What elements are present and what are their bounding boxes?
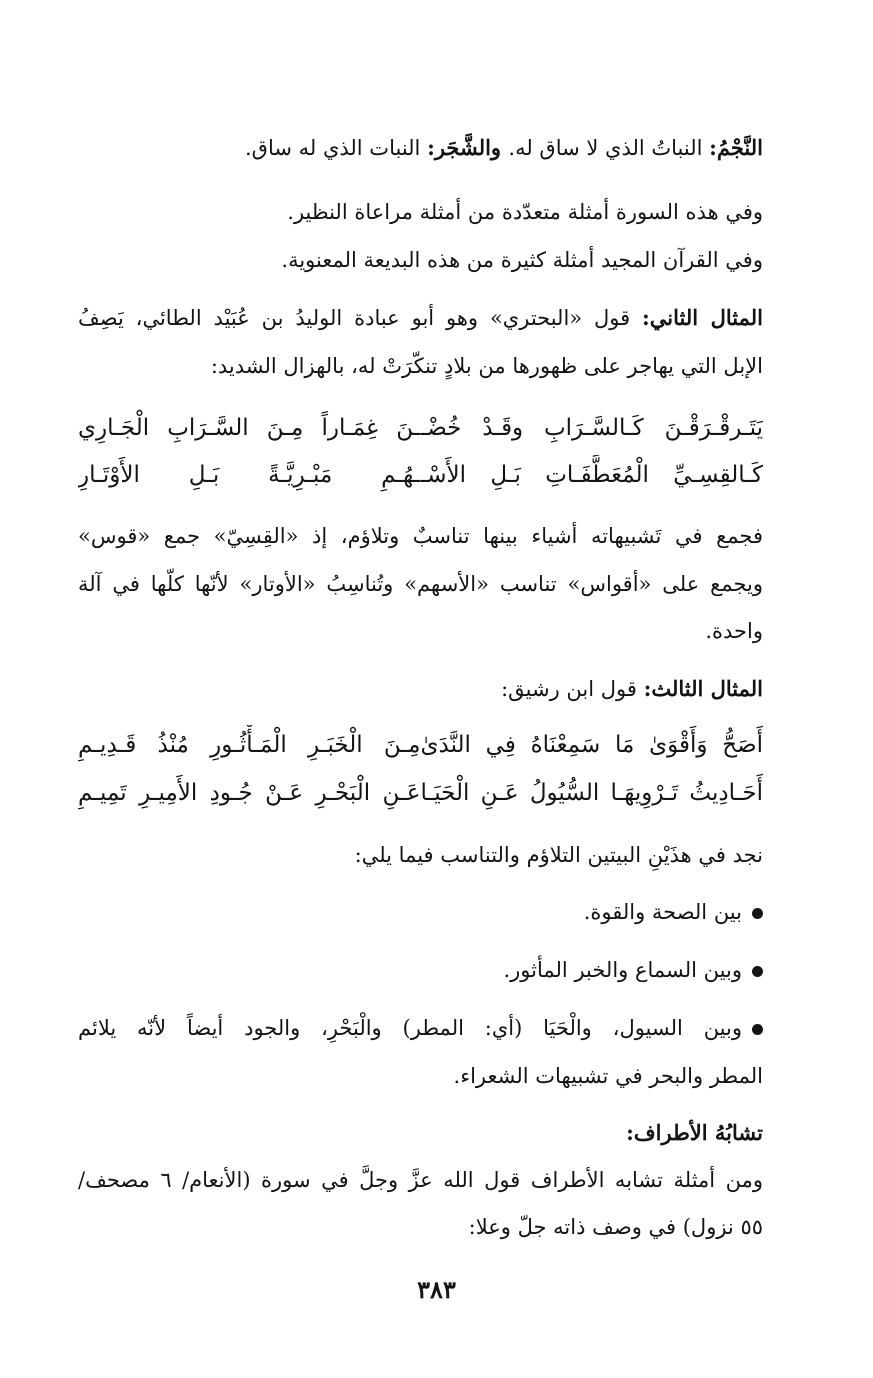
analysis-intro: نجد في هذَيْنِ البيتين التلاؤم والتناسب فيما يلي: — [354, 843, 763, 867]
example-two-heading: المثال الثاني: — [642, 305, 764, 330]
paragraph-examples-surah: وفي هذه السورة أمثلة متعدّدة من أمثلة مراعاة النظير. — [287, 200, 763, 224]
list-item-text: وبين السماع والخبر المأثور. — [503, 958, 742, 982]
paragraph-examples-quran: وفي القرآن المجيد أمثلة كثيرة من هذه البديعة المعنوية. — [281, 248, 763, 272]
list-item — [78, 897, 763, 927]
closing-paragraph-line-2: ٥٥ نزول) في وصف ذاته جلّ وعلا: — [468, 1215, 763, 1239]
bullet-icon — [752, 908, 763, 919]
list-item-text: بين الصحة والقوة. — [583, 900, 742, 924]
verse-hemistich-first: أَصَحُّ وَأَقْوَىٰ مَا سَمِعْنَاهُ فِي النَّدَىٰ — [420, 732, 763, 758]
list-item — [78, 1013, 763, 1043]
explanation-line-1: فجمع في تَشبيهاته أشياء بينها تناسبٌ وتلاؤم، إذ «القِسِيّ» جمع «قوس» — [78, 524, 763, 548]
bullet-icon — [752, 1024, 763, 1035]
definition-line — [78, 133, 763, 163]
example-three-line — [78, 674, 763, 704]
explanation-line-2: ويجمع على «أقواس» تناسب «الأسهم» وتُناسِبُ «الأوتار» لأنّها كلّها في آلة — [78, 572, 763, 596]
verse-hemistich-second: مِـنَ الْخَبَـرِ الْمَـأْثُـورِ مُنْذُ قَـدِيـمِ — [78, 732, 421, 758]
verse-hemistich-first: يَتَـرقْـرَقْـنَ كَـالسَّـرَابِ وقَـدْ خُضْـ — [420, 415, 763, 441]
definition-shajar: النبات الذي له ساق. — [244, 136, 428, 160]
verse-row — [78, 408, 763, 448]
example-two-line-1 — [78, 303, 763, 333]
page-number: ٣٨٣ — [417, 1275, 456, 1304]
term-shajar: والشَّجَر: — [427, 135, 509, 160]
closing-paragraph-line-1: ومن أمثلة تشابه الأطراف قول الله عزَّ وجلَّ في سورة (الأنعام/ ٦ مصحف/ — [78, 1168, 763, 1192]
list-item-continuation: المطر والبحر في تشبيهات الشعراء. — [453, 1064, 763, 1088]
bullet-icon — [752, 966, 763, 977]
list-item — [78, 955, 763, 985]
verse-row — [78, 455, 763, 495]
verse-hemistich-second: ـنَ غِمَـاراً مِـنَ السَّـرَابِ الْجَـارِي — [78, 415, 421, 441]
definition-najm: النباتُ الذي لا ساق له. — [508, 136, 710, 160]
explanation-line-3: واحدة. — [705, 619, 763, 643]
example-two-line-2: الإبل التي يهاجر على ظهورها من بلادٍ تنكّرَتْ له، بالهزال الشديد: — [210, 354, 763, 378]
term-najm: النَّجْمُ: — [709, 135, 763, 160]
example-two-intro: قول «البحتري» وهو أبو عبادة الوليدُ بن عُبَيْد الطائي، يَصِفُ — [78, 306, 643, 330]
verse-hemistich-second: عَـنِ الْبَحْـرِ عَـنْ جُـودِ الأَمِيـرِ تَمِيـمِ — [78, 780, 421, 806]
verse-hemistich-second: ـهُـمِ مَبْـرِيَّـةً بَـلِ الأَوْتَـارِ — [78, 462, 421, 488]
verse-hemistich-first: أَحَـادِيثُ تَـرْوِيهَـا السُّيُولُ عَـنِ الْحَيَـا — [420, 780, 763, 806]
verse-row — [78, 773, 763, 813]
verse-hemistich-first: كَـالقِسِـيِّ الْمُعَطَّفَـاتِ بَـلِ الأَسْـ — [420, 462, 763, 488]
verse-row — [78, 725, 763, 765]
section-heading: تشابُهُ الأطراف: — [626, 1120, 763, 1145]
example-three-intro: قول ابن رشيق: — [501, 677, 644, 701]
list-item-text: وبين السيول، والْحَيَا (أي: المطر) والْبَحْرِ، والجود أيضاً لأنّه يلائم — [78, 1016, 742, 1040]
example-three-heading: المثال الثالث: — [643, 676, 763, 701]
